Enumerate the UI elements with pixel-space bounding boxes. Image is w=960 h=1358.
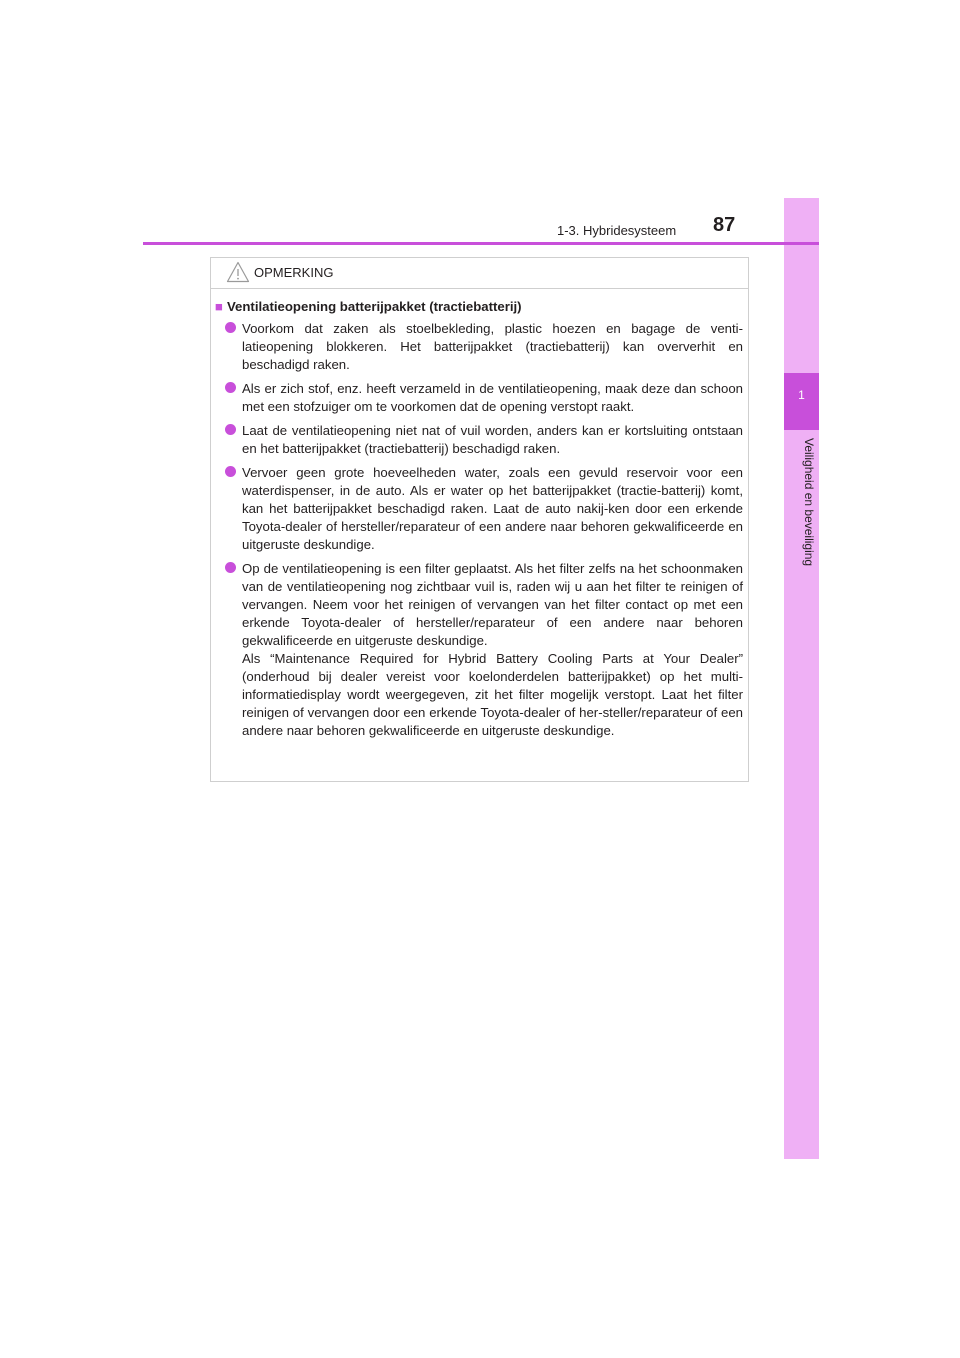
list-item [225,320,743,374]
warning-triangle-icon [226,261,250,283]
notice-header [211,258,748,289]
list-item [225,560,743,740]
notice-items [225,320,743,746]
list-item [225,422,743,458]
page-number: 87 [713,214,736,236]
chapter-number: 1 [798,388,805,402]
list-item-text: Vervoer geen grote hoeveelheden water, zoals een gevuld reservoir voor een waterdispenser, in de auto. Als er water op het batterijpakket (tractie-batterij) komt, kan het batterijpakket beschadigd raken. Laat de auto nakij-ken door een erkende Toyota-dealer of hersteller/reparateur of een andere naar behoren gekwalificeerde en uitgeruste deskundige. [242,465,743,552]
list-item-text: Als er zich stof, enz. heeft verzameld in de ventilatieopening, maak deze dan schoon met een stofzuiger om te voorkomen dat de opening verstopt raakt. [242,381,743,414]
bullet-dot-icon [225,562,236,573]
square-marker-icon: ■ [215,299,223,314]
header-rule [143,242,819,245]
chapter-title: Veiligheid en beveiliging [802,438,816,567]
list-item [225,464,743,554]
topic-heading [215,299,522,314]
topic-title: Ventilatieopening batterijpakket (tractiebatterij) [226,299,522,314]
section-title: 1-3. Hybridesysteem [557,223,677,238]
bullet-dot-icon [225,382,236,393]
list-item-text: Voorkom dat zaken als stoelbekleding, plastic hoezen en bagage de venti-latieopening blokkeren. Het batterijpakket (tractiebatterij) kan oververhit en beschadigd raken. [242,321,743,372]
bullet-dot-icon [225,424,236,435]
side-tab [784,198,819,1159]
bullet-dot-icon [225,466,236,477]
list-item [225,380,743,416]
list-item-text: Op de ventilatieopening is een filter geplaatst. Als het filter zelfs na het schoonmaken van de ventilatieopening nog zichtbaar vuil is, raden wij u aan het filter te reinigen of vervangen. Neem voor het reinigen of vervangen van het filter contact op met een erkende Toyota-dealer of hersteller/reparateur of een andere naar behoren gekwalificeerde en uitgeruste deskundige. Als “Maintenance Required for Hybrid Battery Cooling Parts at Your Dealer” (onderhoud bij dealer vereist voor koelonderdelen batterijpakket) op het multi-informatiedisplay wordt weergegeven, zit het filter mogelijk verstopt. Laat het filter reinigen of vervangen door een erkende Toyota-dealer of her-steller/reparateur of een andere naar behoren gekwalificeerde en uitgeruste deskundige. [242,561,743,738]
list-item-text: Laat de ventilatieopening niet nat of vuil worden, anders kan er kortsluiting ontstaan en het batterijpakket (tractiebatterij) beschadigd raken. [242,423,743,456]
notice-label: OPMERKING [254,265,334,280]
notice-box [210,257,749,782]
bullet-dot-icon [225,322,236,333]
